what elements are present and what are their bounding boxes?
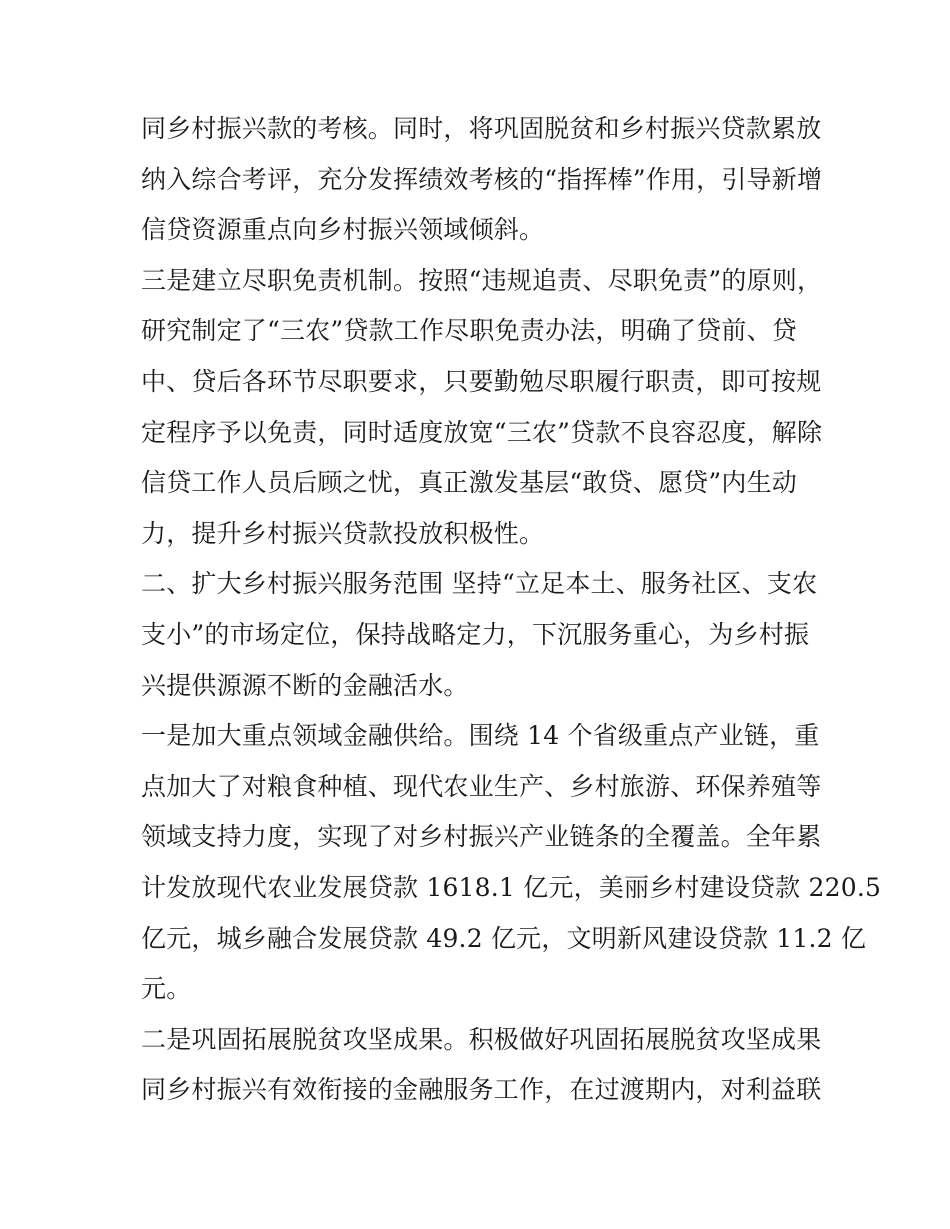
document-body [141,104,882,1116]
text-line: 点加大了对粮食种植、现代农业生产、乡村旅游、环保养殖等 [141,771,822,801]
text-line: 中、贷后各环节尽职要求，只要勤勉尽职履行职责，即可按规 [141,366,822,396]
text-line: 同乡村振兴款的考核。同时，将巩固脱贫和乡村振兴贷款累放 [141,114,822,143]
text-line: 纳入综合考评，充分发挥绩效考核的“指挥棒”作用，引导新增 [141,164,823,194]
text-line: 信贷工作人员后顾之忧，真正激发基层“敢贷、愿贷”内生动 [141,468,797,498]
text-line: 支小”的市场定位，保持战略定力，下沉服务重心，为乡村振 [141,619,810,649]
text-line: 定程序予以免责，同时适度放宽“三农”贷款不良容忍度，解除 [141,417,823,447]
text-line: 领域支持力度，实现了对乡村振兴产业链条的全覆盖。全年累 [141,822,822,852]
section-heading-line: 二、扩大乡村振兴服务范围 坚持“立足本土、服务社区、支农 [141,569,818,599]
text-line: 二是巩固拓展脱贫攻坚成果。积极做好巩固拓展脱贫攻坚成果 [141,1024,822,1054]
text-line: 研究制定了“三农”贷款工作尽职免责办法，明确了贷前、贷 [141,316,797,346]
text-line: 元。 [141,974,192,1004]
text-line: 力，提升乡村振兴贷款投放积极性。 [141,518,545,548]
text-line: 信贷资源重点向乡村振兴领域倾斜。 [141,215,545,245]
text-line: 计发放现代农业发展贷款 1618.1 亿元，美丽乡村建设贷款 220.5 [141,872,882,902]
text-line: 兴提供源源不断的金融活水。 [141,670,469,700]
text-line: 一是加大重点领域金融供给。围绕 14 个省级重点产业链，重 [141,721,820,751]
text-line: 亿元，城乡融合发展贷款 49.2 亿元，文明新风建设贷款 11.2 亿 [141,923,867,953]
text-line: 同乡村振兴有效衔接的金融服务工作，在过渡期内，对利益联 [141,1075,822,1105]
text-line: 三是建立尽职免责机制。按照“违规追责、尽职免责”的原则， [141,265,823,295]
